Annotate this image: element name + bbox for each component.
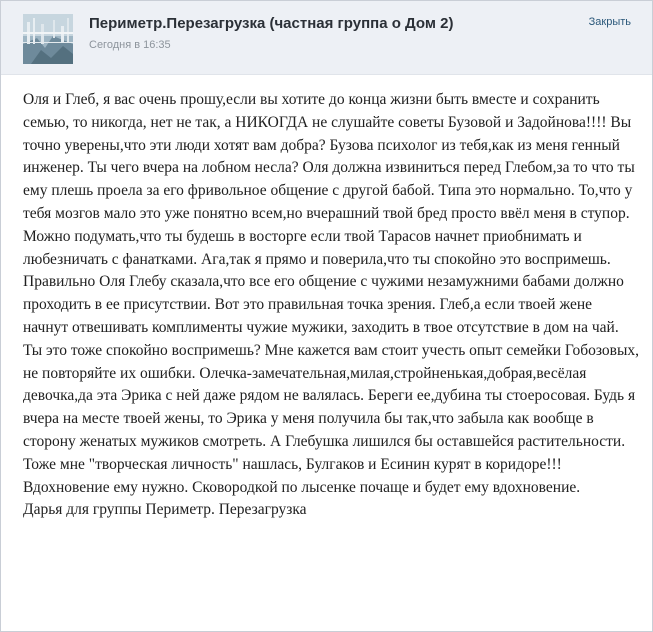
post-body xyxy=(23,89,639,522)
close-button[interactable]: Закрыть xyxy=(588,16,631,28)
group-title-link[interactable]: Периметр.Перезагрузка (частная группа о Дом 2) xyxy=(89,15,454,32)
post-text: Оля и Глеб, я вас очень прошу,если вы хотите до конца жизни быть вместе и сохранить семью, то никогда, нет не так, а НИКОГДА не слушайте советы Бузовой и Задойнова!!!! Вы точно уверены,что эти люди хотят вам добра? Бузова психолог из тебя,как из меня генный инженер. Ты чего вчера на лобном несла? Оля должна извиниться перед Глебом,за то что ты ему плешь проела за его фривольное общение с другой бабой. Типа это нормально. То,что у тебя мозгов мало это уже понятно всем,но вчерашний твой бред просто ввёл меня в ступор. Можно подумать,что ты будешь в восторге если твой Тарасов начнет приобнимать и любезничать с фанатками. Ага,так я прямо и поверила,что ты спокойно это воспримешь. Правильно Оля Глебу сказала,что все его общение с чужими незамужними бабами должно проходить в ее присутствии. Вот это правильная точка зрения. Глеб,а если твоей жене начнут отвешивать комплименты чужие мужики, заходить в твое отсутствие в дом на чай. Ты это тоже спокойно воспримешь? Мне кажется вам стоит учесть опыт семейки Гобозовых, не повторяйте их ошибки. Олечка-замечательная,милая,стройненькая,добрая,весёлая девочка,да эта Эрика с ней даже рядом не валялась. Береги ее,дубина ты стоеросовая. Будь я вчера на месте твоей жены, то Эрика у меня получила бы так,что забыла как вообще в сторону женатых мужиков смотреть. А Глебушка лишился бы оставшейся растительности. Тоже мне "творческая личность" нашлась, Булгаков и Есинин курят в коридоре!!! Вдохновение ему нужно. Сковородкой по лысенке почаще и будет ему вдохновение. xyxy=(23,91,640,496)
group-avatar-icon xyxy=(23,14,73,64)
group-avatar[interactable] xyxy=(23,14,73,64)
post-header xyxy=(1,1,652,75)
post-signature: Дарья для группы Периметр. Перезагрузка xyxy=(23,501,307,519)
post-timestamp[interactable]: Сегодня в 16:35 xyxy=(89,39,171,51)
